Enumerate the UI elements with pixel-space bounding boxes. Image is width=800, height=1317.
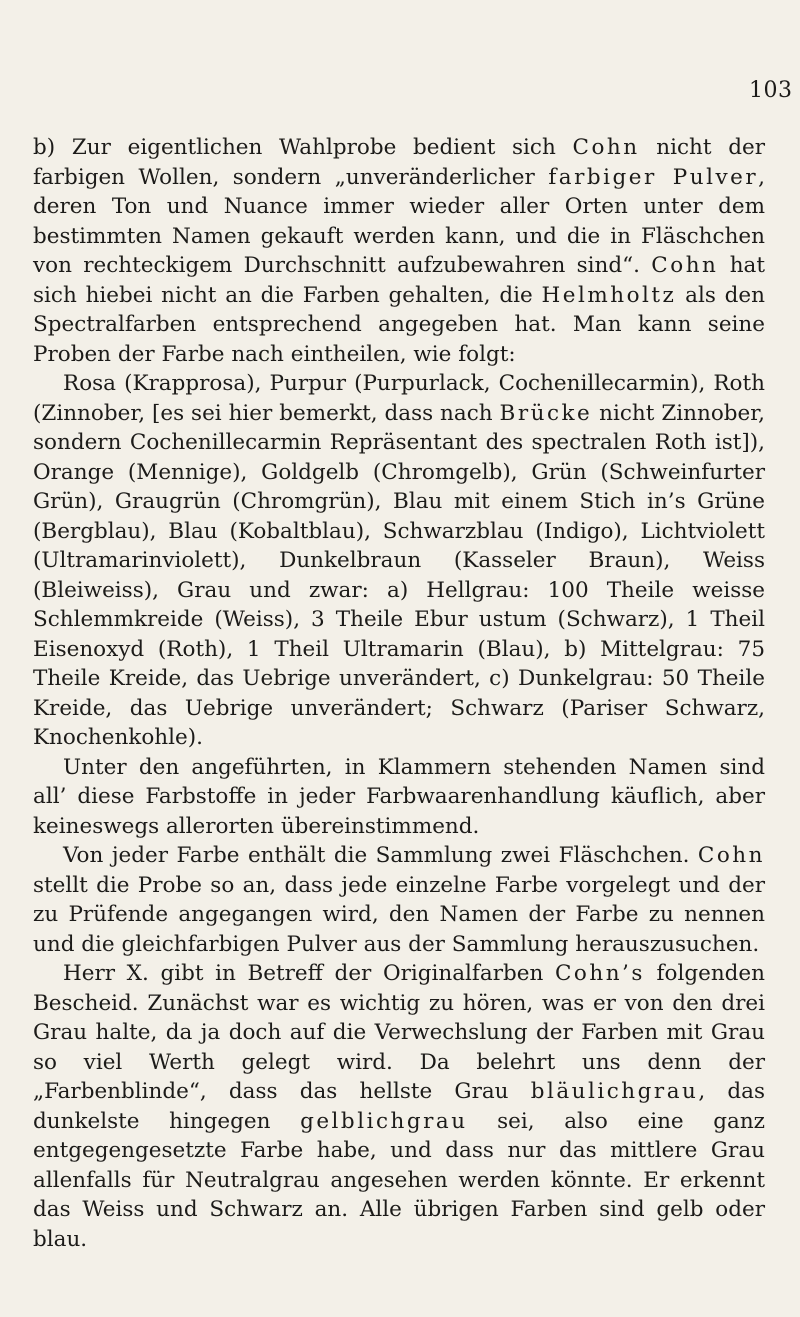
text-run: b) Zur eigentlichen Wahlprobe bedient sich xyxy=(33,135,573,160)
spaced-name: Cohn xyxy=(697,843,765,868)
spaced-name: Cohn xyxy=(651,253,719,278)
spaced-name: farbiger Pulver xyxy=(548,164,759,190)
text-run: Herr X. gibt in Betreff der Originalfarben xyxy=(63,961,555,986)
spaced-name: gelblichgrau xyxy=(300,1108,468,1134)
spaced-name: Helmholtz xyxy=(541,282,677,308)
text-run: hat sich hiebei nicht an die Farben gehalten, die xyxy=(33,253,766,308)
text-run: folgenden Bescheid. Zunächst war es wichtig zu hören, was er von den drei Grau halte, da ja doch auf die Verwechslung der Farben mit Grau so viel Werth gelegt wird. Da belehrt uns denn der „Farbenblinde“, dass das hellste Grau xyxy=(33,961,766,1104)
text-run: nicht Zinnober, sondern Cochenillecarmin Repräsentant des spectralen Roth ist]), Orange (Mennige), Goldgelb (Chromgelb), Grün (Schweinfurter Grün), Graugrün (Chromgrün), Blau mit einem Stich in’s Grüne (Bergblau), Blau (Kobaltblau), Schwarzblau (Indigo), Lichtviolett (Ultramarinviolett), Dunkelbraun (Kasseler Braun), Weiss (Bleiweiss), Grau und zwar: a) Hellgrau: 100 Theile weisse Schlemmkreide (Weiss), 3 Theile Ebur ustum (Schwarz), 1 Theil Eisenoxyd (Roth), 1 Theil Ultramarin (Blau), b) Mittelgrau: 75 Theile Kreide, das Uebrige unverändert, c) Dunkelgrau: 50 Theile Kreide, das Uebrige unverändert; Schwarz (Pariser Schwarz, Knochenkohle). xyxy=(33,400,766,750)
paragraph xyxy=(33,841,765,959)
text-run: sei, also eine ganz entgegengesetzte Farbe habe, und dass nur das mittlere Grau allenfalls für Neutralgrau angesehen werden könnte. Er erkennt das Weiss und Schwarz an. Alle übrigen Farben sind gelb oder blau. xyxy=(33,1108,765,1252)
body-text xyxy=(33,133,765,1254)
paragraph xyxy=(33,133,765,369)
text-run: , das dunkelste hingegen xyxy=(33,1079,765,1134)
paragraph xyxy=(33,753,765,842)
text-run: Unter den angeführten, in Klammern stehenden Namen sind all’ diese Farbstoffe in jeder Farbwaarenhandlung käuflich, aber keineswegs allerorten übereinstimmend. xyxy=(33,754,765,839)
spaced-name: Cohn’s xyxy=(554,961,645,986)
paragraph xyxy=(33,959,765,1254)
text-run: Von jeder Farbe enthält die Sammlung zwei Fläschchen. xyxy=(63,843,698,868)
page-number: 103 xyxy=(749,78,793,103)
spaced-name: Cohn xyxy=(572,135,640,160)
text-run: , deren Ton und Nuance immer wieder aller Orten unter dem bestimmten Namen gekauft werden kann, und die in Fläschchen von rechteckigem Durchschnitt aufzubewahren sind“. xyxy=(33,164,765,278)
text-run: als den Spectralfarben entsprechend angegeben hat. Man kann seine Proben der Farbe nach eintheilen, wie folgt: xyxy=(33,282,765,367)
spaced-name: bläulichgrau xyxy=(530,1079,699,1104)
spaced-name: Brücke xyxy=(499,400,593,426)
text-run: Rosa (Krapprosa), Purpur (Purpurlack, Cochenillecarmin), Roth (Zinnober, [es sei hier bemerkt, dass nach xyxy=(33,371,765,426)
paragraph xyxy=(33,369,765,753)
text-run: stellt die Probe so an, dass jede einzelne Farbe vorgelegt und der zu Prüfende angegangen wird, den Namen der Farbe zu nennen und die gleichfarbigen Pulver aus der Sammlung herauszusuchen. xyxy=(33,872,765,957)
text-run: nicht der farbigen Wollen, sondern „unveränderlicher xyxy=(33,135,766,190)
